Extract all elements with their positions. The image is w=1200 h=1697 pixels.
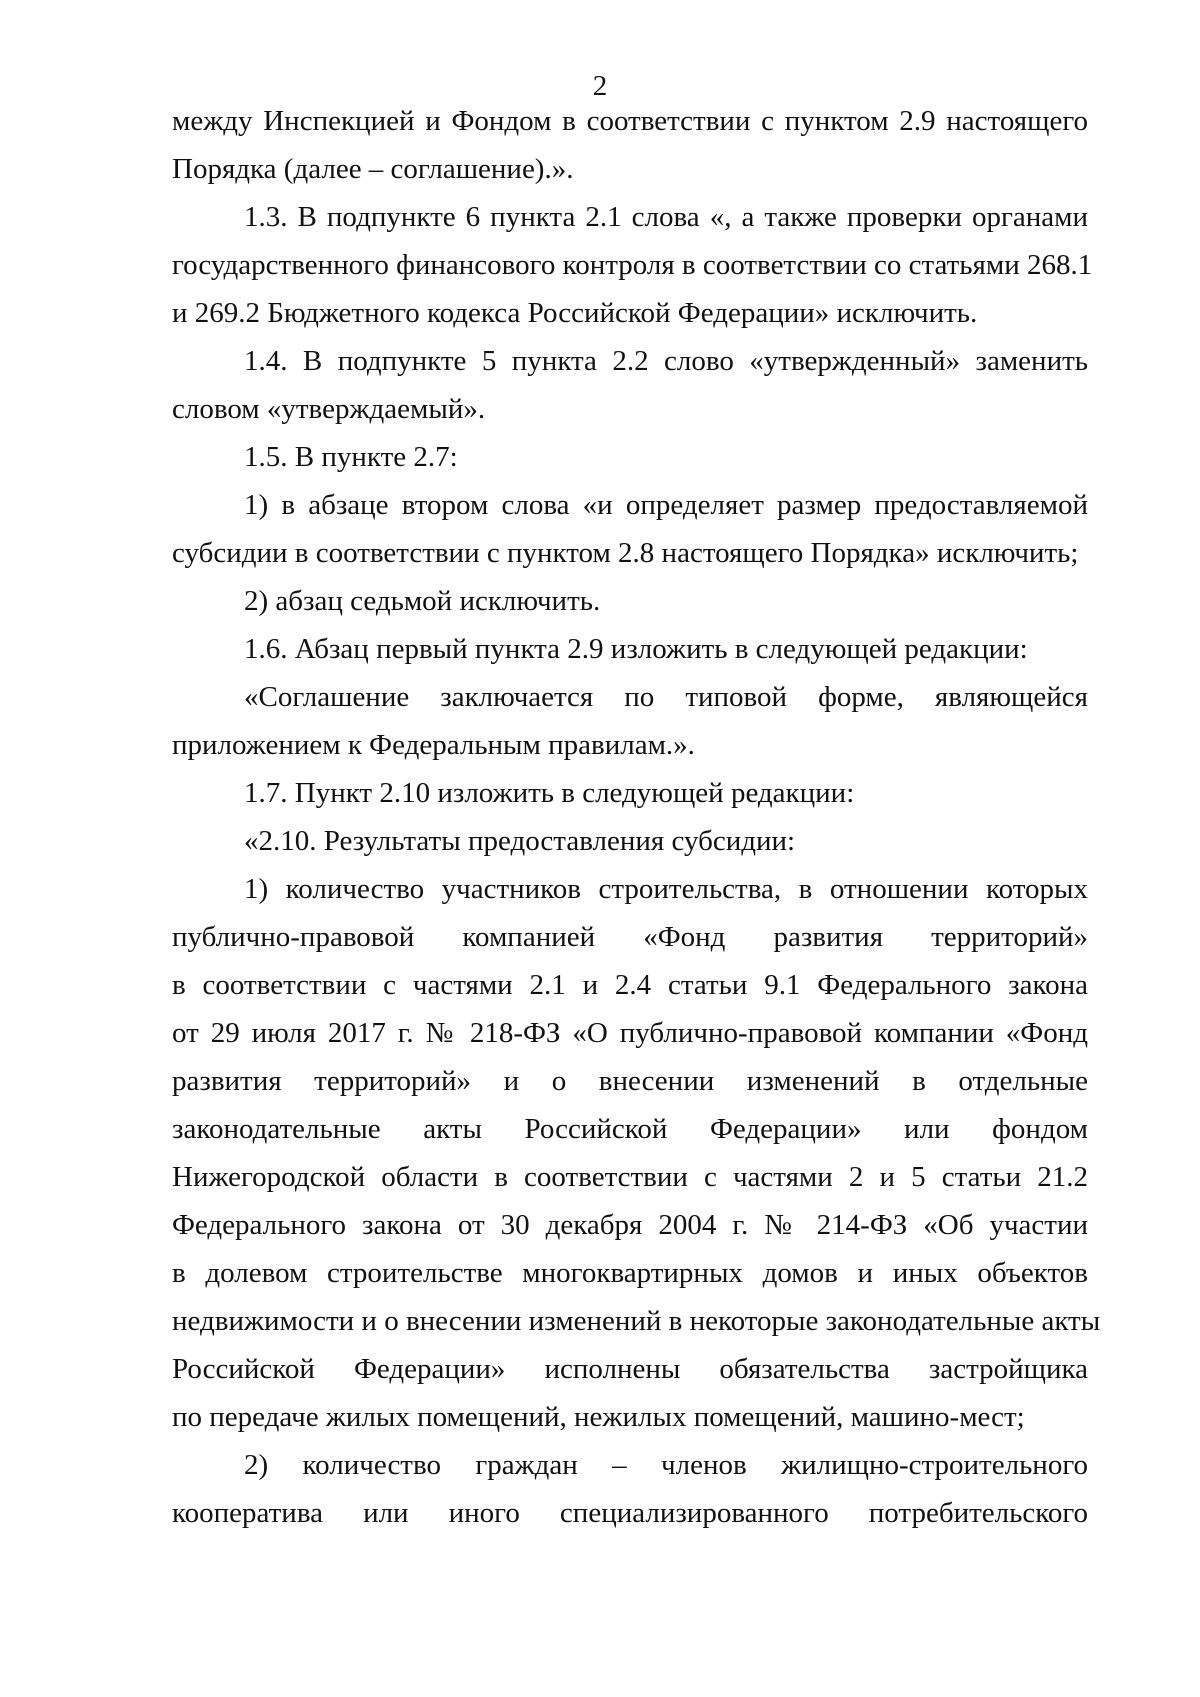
text-line: между Инспекцией и Фондом в соответствии с пунктом 2.9 настоящего <box>172 105 1088 137</box>
text-line: публично-правовой компанией «Фонд развития территорий» <box>172 921 1088 953</box>
text-line: «Соглашение заключается по типовой форме, являющейся <box>244 681 1088 713</box>
text-line: законодательные акты Российской Федерации» или фондом <box>172 1113 1088 1145</box>
text-line: «2.10. Результаты предоставления субсидии: <box>244 825 796 857</box>
text-line: словом «утверждаемый». <box>172 393 486 425</box>
text-line: от 29 июля 2017 г. № 218-ФЗ «О публично-правовой компании «Фонд <box>172 1017 1088 1049</box>
page-number: 2 <box>592 70 608 102</box>
text-line: Нижегородской области в соответствии с частями 2 и 5 статьи 21.2 <box>172 1161 1088 1193</box>
text-line: 1.5. В пункте 2.7: <box>244 441 458 473</box>
text-line: недвижимости и о внесении изменений в некоторые законодательные акты <box>172 1305 1101 1337</box>
text-line: 1) в абзаце втором слова «и определяет размер предоставляемой <box>244 489 1088 521</box>
text-line: Федерального закона от 30 декабря 2004 г. № 214-ФЗ «Об участии <box>172 1209 1088 1241</box>
text-line: 2) количество граждан – членов жилищно-строительного <box>244 1449 1088 1481</box>
text-line: кооператива или иного специализированного потребительского <box>172 1497 1088 1529</box>
text-line: 1.6. Абзац первый пункта 2.9 изложить в следующей редакции: <box>244 633 1028 665</box>
text-line: государственного финансового контроля в соответствии со статьями 268.1 <box>172 249 1093 281</box>
text-line: субсидии в соответствии с пунктом 2.8 настоящего Порядка» исключить; <box>172 537 1079 569</box>
text-line: 1.4. В подпункте 5 пункта 2.2 слово «утвержденный» заменить <box>244 345 1088 377</box>
text-line: 1.7. Пункт 2.10 изложить в следующей редакции: <box>244 777 855 809</box>
text-line: и 269.2 Бюджетного кодекса Российской Федерации» исключить. <box>172 297 978 329</box>
text-line: 2) абзац седьмой исключить. <box>244 585 601 617</box>
text-line: в соответствии с частями 2.1 и 2.4 статьи 9.1 Федерального закона <box>172 969 1088 1001</box>
text-line: приложением к Федеральным правилам.». <box>172 729 695 761</box>
text-line: 1) количество участников строительства, в отношении которых <box>244 873 1088 905</box>
text-line: 1.3. В подпункте 6 пункта 2.1 слова «, а также проверки органами <box>244 201 1088 233</box>
text-line: Российской Федерации» исполнены обязательства застройщика <box>172 1353 1088 1385</box>
text-line: по передаче жилых помещений, нежилых помещений, машино-мест; <box>172 1401 1025 1433</box>
text-line: развития территорий» и о внесении изменений в отдельные <box>172 1065 1088 1097</box>
text-line: Порядка (далее – соглашение).». <box>172 153 574 185</box>
text-line: в долевом строительстве многоквартирных домов и иных объектов <box>172 1257 1088 1289</box>
